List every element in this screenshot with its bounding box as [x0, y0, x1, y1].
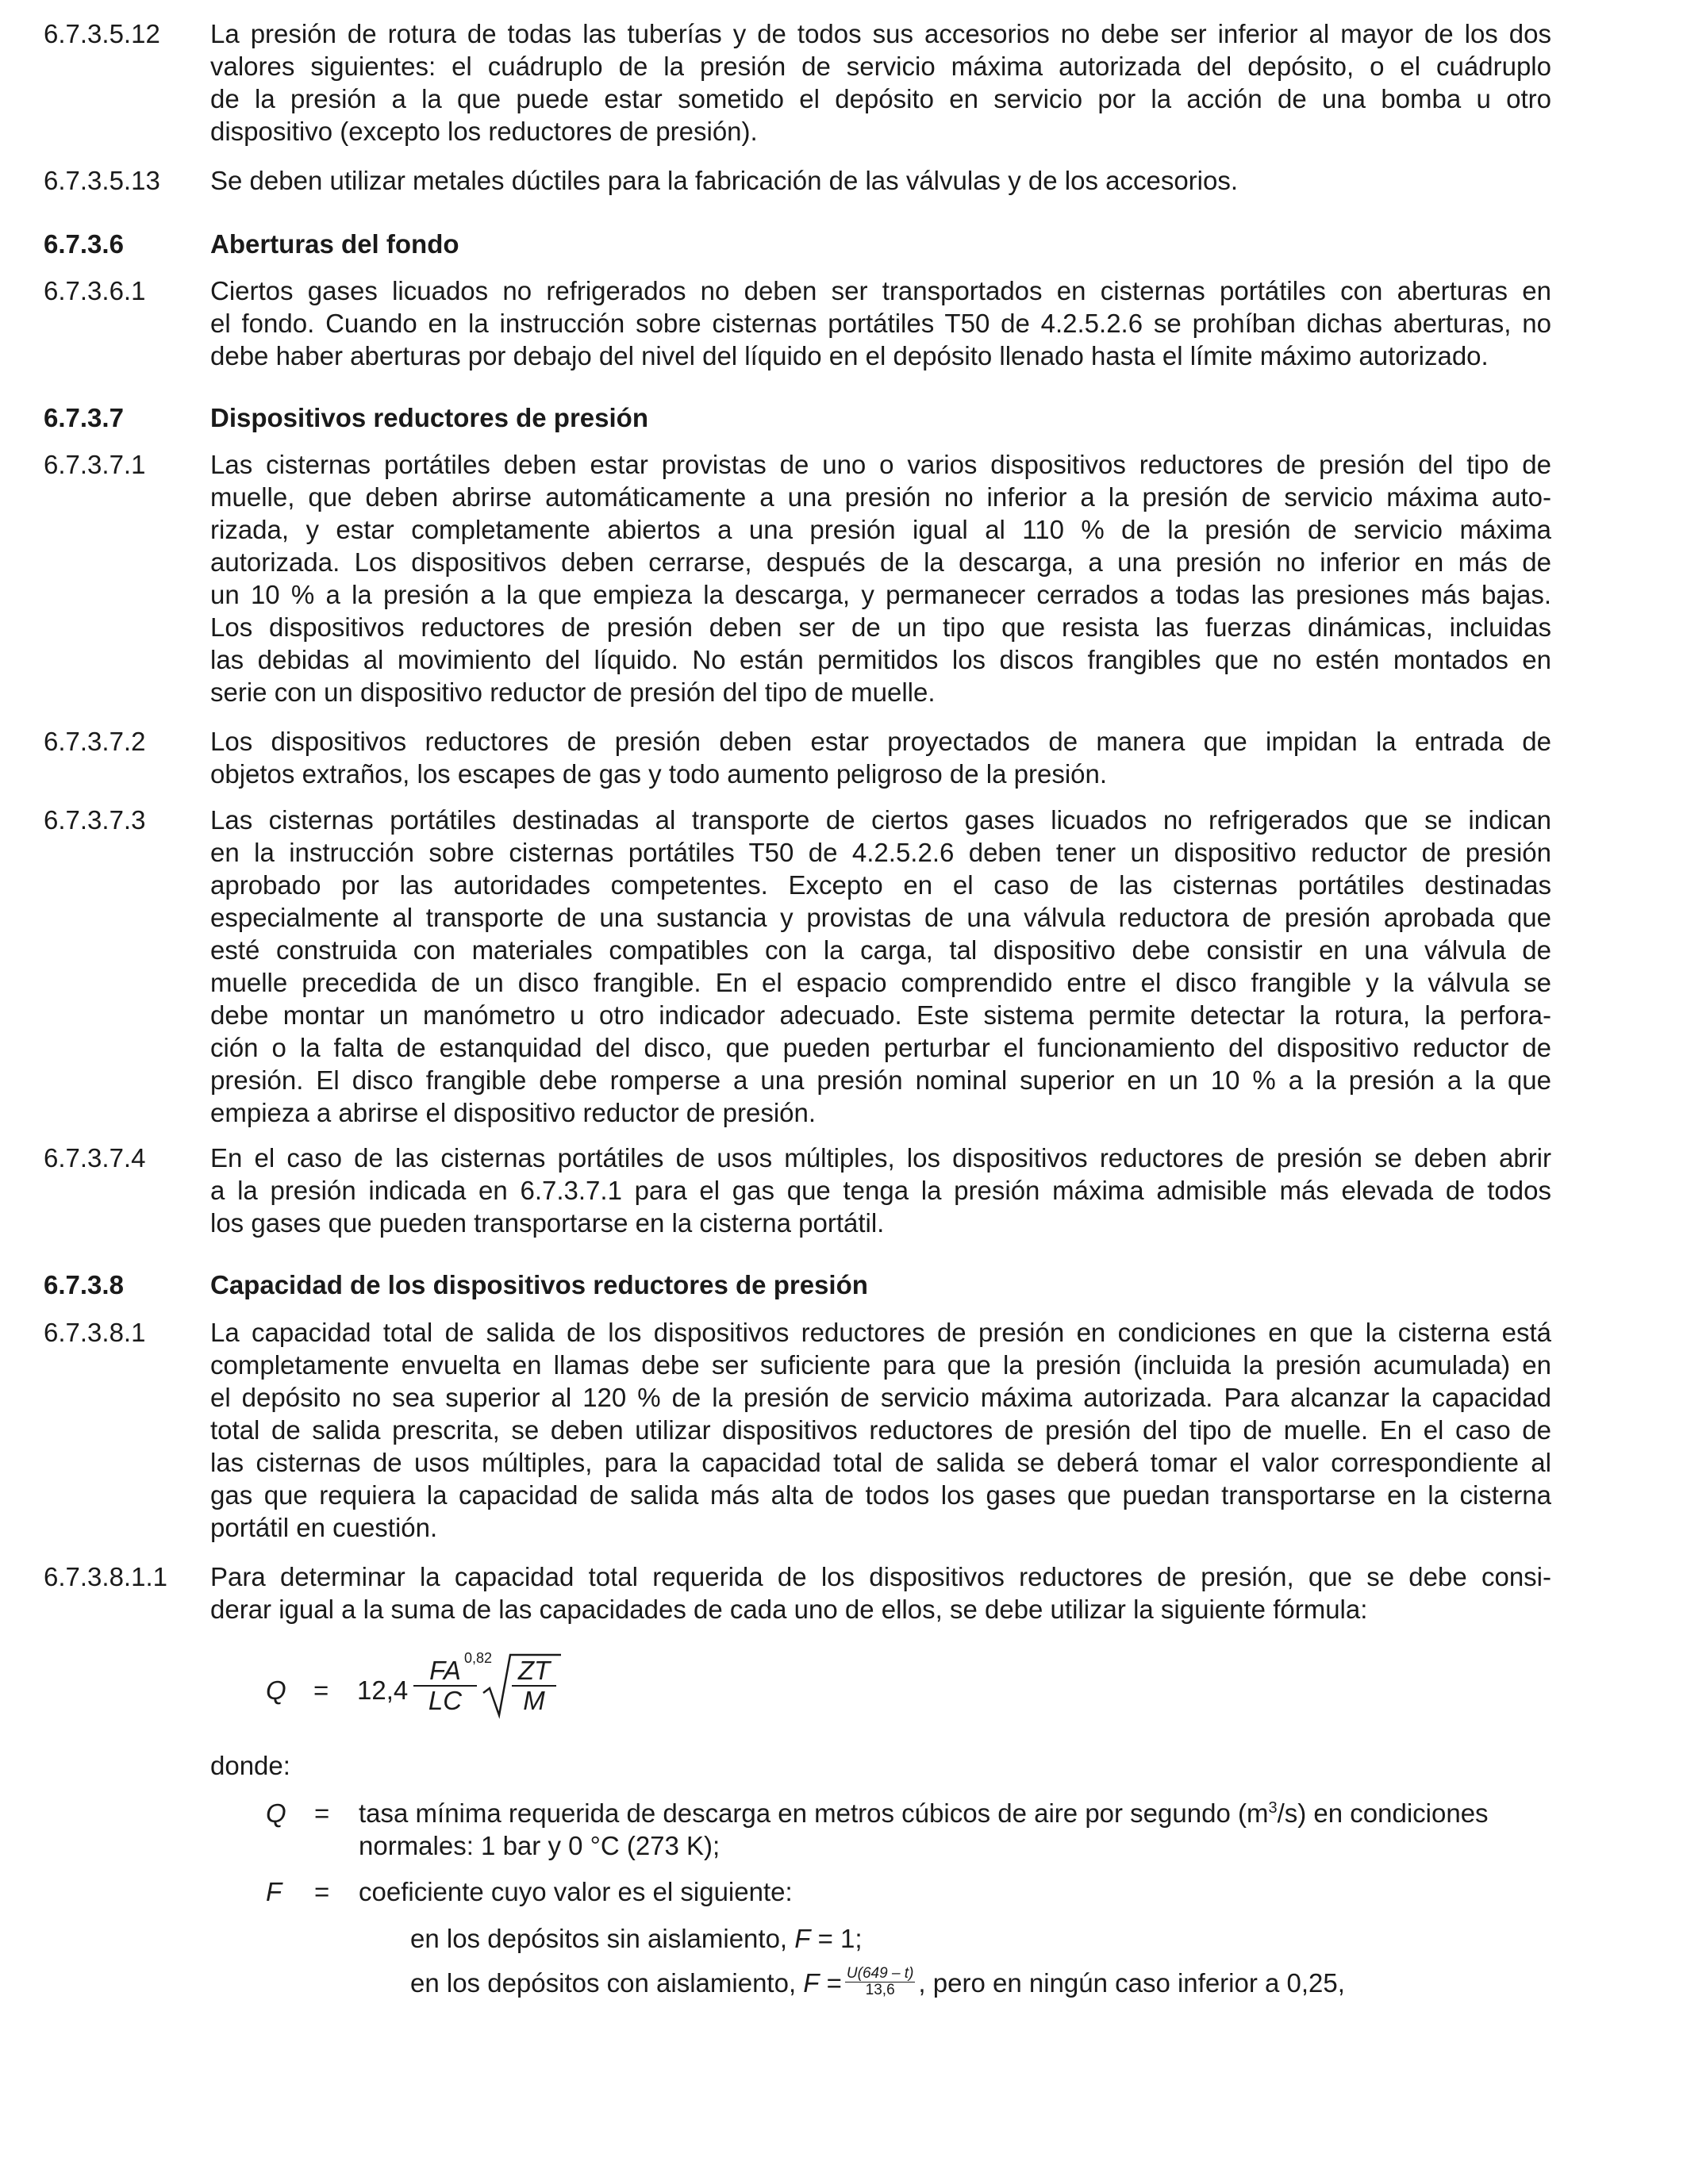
text-line: en la instrucción sobre cisternas portátiles T50 de 4.2.5.2.6 deben tener un dispositivo reductor de presión [210, 838, 1551, 867]
section-text [210, 448, 1551, 708]
superscript-3: 3 [1268, 1799, 1278, 1817]
definition-q-line2: normales: 1 bar y 0 °C (273 K); [359, 1831, 721, 1860]
definition-f-text: coeficiente cuyo valor es el siguiente: [359, 1877, 793, 1906]
section-text [210, 164, 1551, 197]
formula-exponent: 0,82 [464, 1650, 493, 1666]
definition-q-text [359, 1797, 1553, 1862]
formula-coefficient: 12,4 [357, 1675, 409, 1705]
text-line: un 10 % a la presión a la que empieza la descarga, y permanecer cerrados a todas las presiones más bajas. [210, 580, 1551, 609]
f-case2-denominator: 13,6 [865, 1981, 895, 1998]
f-case2-symbol: F [803, 1968, 820, 1998]
definition-symbol-q: Q [266, 1798, 286, 1828]
section-number: 6.7.3.6 [44, 229, 124, 259]
sqrt-denominator: M [523, 1686, 545, 1715]
formula-equals: = [313, 1675, 329, 1705]
text-line: muelle, que deben abrirse automáticamente a una presión no inferior a la presión de servicio máxima auto- [210, 482, 1551, 512]
section-text [210, 1560, 1551, 1626]
text-line: objetos extraños, los escapes de gas y todo aumento peligroso de la presión. [210, 759, 1108, 789]
text-line: gas que requiera la capacidad de salida más alta de todos los gases que puedan transportarse en la cisterna [210, 1480, 1551, 1510]
text-line: muelle precedida de un disco frangible. En el espacio comprendido entre el disco frangible y la válvula se [210, 968, 1551, 997]
section-number: 6.7.3.8.1 [44, 1318, 146, 1347]
text-line: valores siguientes: el cuádruplo de la presión de servicio máxima autorizada del depósito, o el cuádruplo [210, 52, 1551, 81]
text-line: esté construida con materiales compatibles con la carga, tal dispositivo debe consistir en una válvula de [210, 935, 1551, 965]
section-number: 6.7.3.7.4 [44, 1143, 146, 1173]
heading-text: Capacidad de los dispositivos reductores de presión [210, 1270, 868, 1299]
section-number: 6.7.3.8 [44, 1270, 124, 1299]
text-line: a la presión indicada en 6.7.3.7.1 para el gas que tenga la presión máxima admisible más elevada de todos [210, 1176, 1551, 1205]
f-case1-value: = 1; [810, 1924, 863, 1953]
section-number: 6.7.3.5.13 [44, 166, 160, 195]
fraction-denominator: LC [428, 1686, 463, 1715]
f-case2-equals: = [819, 1968, 842, 1998]
section-number: 6.7.3.7.3 [44, 805, 146, 835]
relief-capacity-formula [266, 1650, 631, 1728]
formula-lhs: Q [266, 1675, 286, 1705]
text-line: total de salida prescrita, se deben utilizar dispositivos reductores de presión del tipo de muelle. En el caso de [210, 1415, 1551, 1445]
text-line: Para determinar la capacidad total requerida de los dispositivos reductores de presión, que se debe consi- [210, 1562, 1551, 1591]
text-line: ción o la falta de estanquidad del disco, que pueden perturbar el funcionamiento del dispositivo reductor de [210, 1033, 1551, 1062]
text-line: La capacidad total de salida de los dispositivos reductores de presión en condiciones en que la cisterna está [210, 1318, 1551, 1347]
text-line: los gases que pueden transportarse en la cisterna portátil. [210, 1208, 885, 1238]
text-line: dispositivo (excepto los reductores de presión). [210, 117, 758, 146]
definition-q-line: tasa mínima requerida de descarga en metros cúbicos de aire por segundo (m [359, 1798, 1269, 1828]
text-line: Las cisternas portátiles destinadas al transporte de ciertos gases licuados no refrigerados que se indican [210, 805, 1551, 835]
sqrt-fraction [512, 1656, 556, 1715]
text-line: las debidas al movimiento del líquido. No están permitidos los discos frangibles que no estén montados en [210, 645, 1551, 674]
section-number: 6.7.3.5.12 [44, 19, 160, 48]
text-line: serie con un dispositivo reductor de presión del tipo de muelle. [210, 677, 936, 707]
section-number: 6.7.3.8.1.1 [44, 1562, 167, 1591]
section-text [210, 1316, 1551, 1544]
text-line: Los dispositivos reductores de presión deben estar proyectados de manera que impidan la entrada de [210, 727, 1551, 756]
text-line: derar igual a la suma de las capacidades de cada uno de ellos, se debe utilizar la siguiente fórmula: [210, 1595, 1368, 1624]
donde-label: donde: [210, 1751, 290, 1780]
text-line: de la presión a la que puede estar sometido el depósito en servicio por la acción de una bomba u otro [210, 84, 1551, 113]
text-line: Las cisternas portátiles deben estar provistas de uno o varios dispositivos reductores de presión del tipo de [210, 450, 1551, 479]
definition-equals: = [314, 1877, 330, 1906]
text-line: Ciertos gases licuados no refrigerados no deben ser transportados en cisternas portátiles con aberturas en [210, 276, 1551, 305]
text-line: debe montar un manómetro u otro indicador adecuado. Este sistema permite detectar la rotura, la perfora- [210, 1000, 1551, 1030]
f-case-insulated [410, 1964, 1345, 2002]
text-line: Se deben utilizar metales dúctiles para la fabricación de las válvulas y de los accesorios. [210, 166, 1239, 195]
text-line: el depósito no sea superior al 120 % de la presión de servicio máxima autorizada. Para alcanzar la capacidad [210, 1383, 1551, 1412]
section-number: 6.7.3.6.1 [44, 276, 146, 305]
section-text [210, 274, 1551, 372]
heading-text: Aberturas del fondo [210, 229, 459, 259]
f-case-uninsulated [410, 1922, 863, 1955]
section-text [210, 804, 1551, 1129]
text-line: rizada, y estar completamente abiertos a una presión igual al 110 % de la presión de servicio máxima [210, 515, 1551, 544]
heading-text: Dispositivos reductores de presión [210, 403, 648, 432]
text-line: el fondo. Cuando en la instrucción sobre cisternas portátiles T50 de 4.2.5.2.6 se prohíban dichas aberturas, no [210, 309, 1551, 338]
f-case2-fraction [845, 1966, 915, 1998]
section-text [210, 725, 1551, 790]
text-line: aprobado por las autoridades competentes. Excepto en el caso de las cisternas portátiles destinadas [210, 870, 1551, 900]
f-case1-symbol: F [794, 1924, 811, 1953]
section-number: 6.7.3.7.1 [44, 450, 146, 479]
text-line: debe haber aberturas por debajo del nivel del líquido en el depósito llenado hasta el límite máximo autorizado. [210, 341, 1489, 370]
text-line: portátil en cuestión. [210, 1513, 438, 1542]
f-case1-text: en los depósitos sin aislamiento, [410, 1924, 795, 1953]
definition-equals: = [314, 1798, 330, 1828]
f-case2-text: en los depósitos con aislamiento, [410, 1968, 804, 1998]
section-text [210, 17, 1551, 148]
text-line: presión. El disco frangible debe romperse a una presión nominal superior en un 10 % a la presión a la que [210, 1065, 1551, 1095]
text-line: completamente envuelta en llamas debe ser suficiente para que la presión (incluida la presión acumulada) en [210, 1350, 1551, 1380]
text-line: En el caso de las cisternas portátiles de usos múltiples, los dispositivos reductores de presión se deben abrir [210, 1143, 1551, 1173]
definition-symbol-f: F [266, 1877, 282, 1906]
section-number: 6.7.3.7 [44, 403, 124, 432]
sqrt-numerator: ZT [512, 1656, 556, 1687]
text-line: Los dispositivos reductores de presión deben ser de un tipo que resista las fuerzas dinámicas, incluidas [210, 612, 1551, 642]
text-line: las cisternas de usos múltiples, para la capacidad total de salida se deberá tomar el valor correspondiente al [210, 1448, 1551, 1477]
definition-q-line-end: /s) en condiciones [1277, 1798, 1489, 1828]
fraction-numerator: FA [413, 1656, 477, 1687]
text-line: La presión de rotura de todas las tuberías y de todos sus accesorios no debe ser inferior al mayor de los dos [210, 19, 1551, 48]
section-number: 6.7.3.7.2 [44, 727, 146, 756]
f-case2-condition: , pero en ningún caso inferior a 0,25, [918, 1968, 1345, 1998]
text-line: empieza a abrirse el dispositivo reductor de presión. [210, 1098, 817, 1127]
f-case2-numerator: U(649 – t) [846, 1964, 914, 1982]
text-line: especialmente al transporte de una sustancia y provistas de una válvula reductora de presión aprobada que [210, 903, 1551, 932]
section-text [210, 1142, 1551, 1239]
text-line: autorizada. Los dispositivos deben cerrarse, después de la descarga, a una presión no inferior en más de [210, 547, 1551, 577]
